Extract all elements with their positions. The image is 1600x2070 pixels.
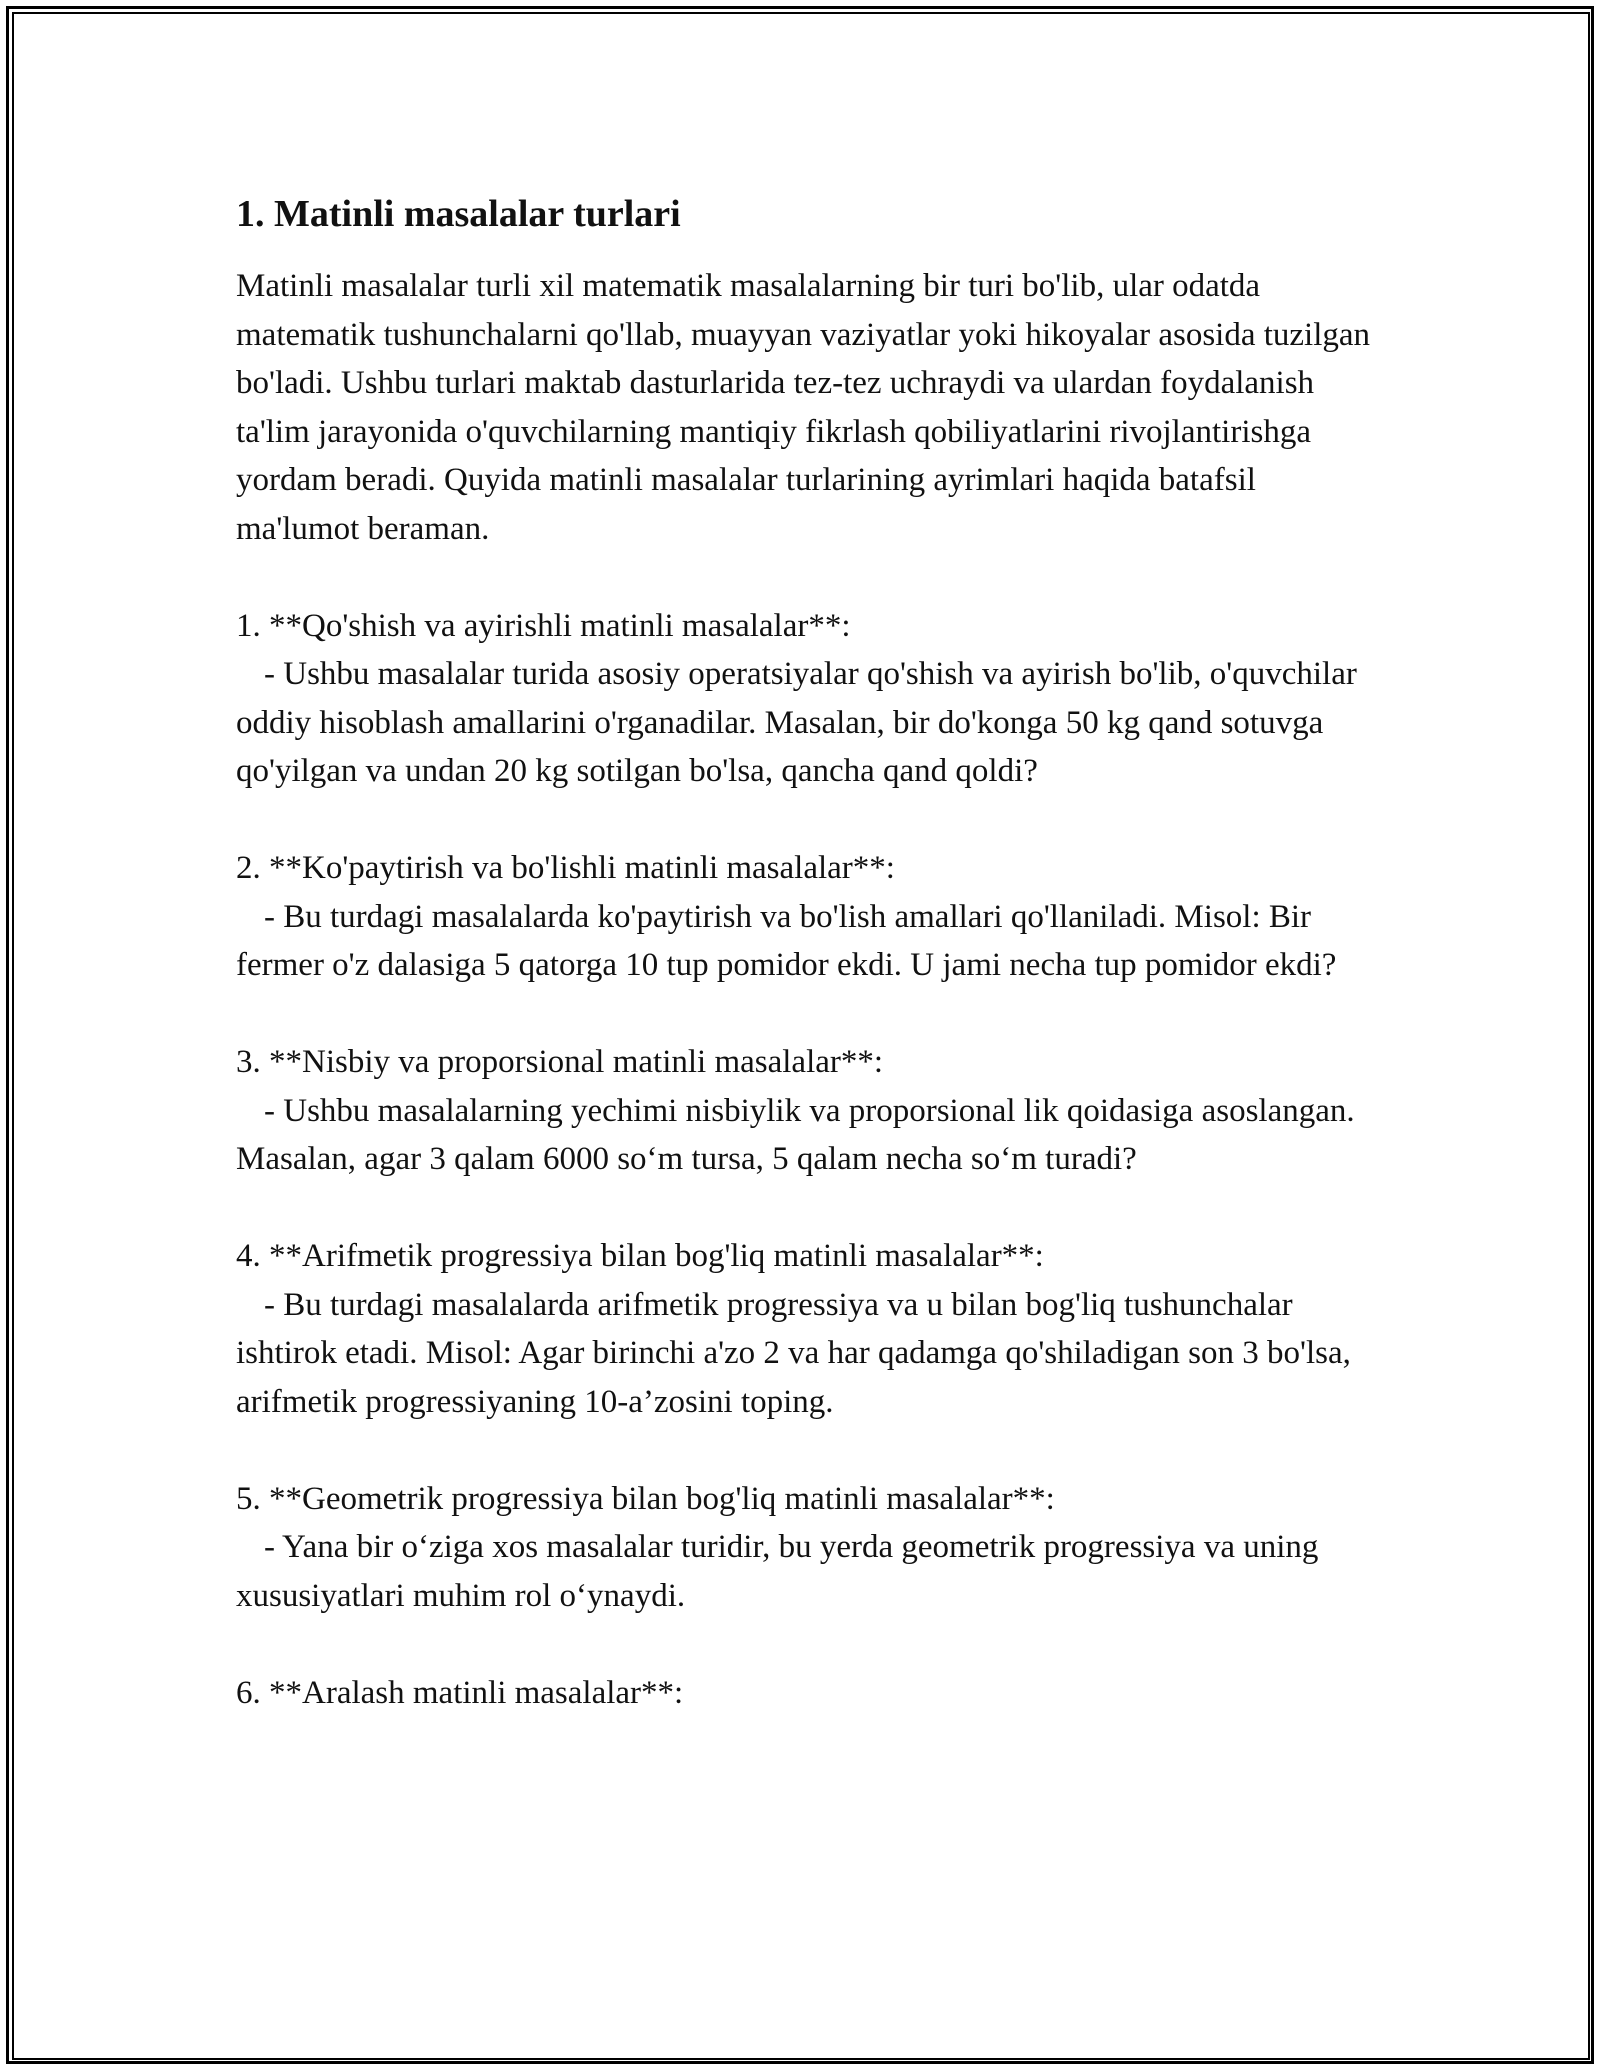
list-item-heading: 3. **Nisbiy va proporsional matinli masalalar**: — [236, 1044, 884, 1080]
intro-paragraph: Matinli masalalar turli xil matematik masalalarning bir turi bo'lib, ular odatda matematik tushunchalarni qo'llab, muayyan vaziyatlar yoki hikoyalar asosida tuzilgan bo'ladi. Ushbu turlari maktab dasturlarida tez-tez uchraydi va ulardan foydalanish ta'lim jarayonida o'quvchilarning mantiqiy fikrlash qobiliyatlarini rivojlantirishga yordam beradi. Quyida matinli masalalar turlarining ayrimlari haqida batafsil ma'lumot beraman. — [236, 268, 1379, 547]
list-item — [236, 1669, 1376, 1718]
list-item-body — [236, 1523, 1376, 1620]
list-item — [236, 1232, 1376, 1426]
list-item-body-text: - Bu turdagi masalalarda arifmetik progressiya va u bilan bog'liq tushunchalar ishtirok etadi. Misol: Agar birinchi a'zo 2 va har qadamga qo'shiladigan son 3 bo'lsa, arifmetik progressiyaning 10-a’zosini toping. — [236, 1286, 1351, 1420]
list-item — [236, 1475, 1376, 1621]
list-item-heading: 1. **Qo'shish va ayirishli matinli masalalar**: — [236, 607, 851, 644]
list-item — [236, 1038, 1376, 1184]
list-item-heading: 6. **Aralash matinli masalalar**: — [236, 1674, 684, 1711]
document-title: 1. Matinli masalalar turlari — [236, 193, 681, 235]
list-item-body-text: - Ushbu masalalarning yechimi nisbiylik va proporsional lik qoidasiga asoslangan. Masalan, agar 3 qalam 6000 so‘m tursa, 5 qalam necha so‘m turadi? — [236, 1092, 1355, 1177]
list-item — [236, 844, 1376, 990]
list-item-body — [236, 893, 1376, 990]
list-item-body — [236, 1281, 1376, 1427]
list-item-heading: 4. **Arifmetik progressiya bilan bog'liq matinli masalalar**: — [236, 1238, 1044, 1274]
list-item-body-text: - Yana bir o‘ziga xos masalalar turidir, bu yerda geometrik progressiya va uning xususiyatlari muhim rol o‘ynaydi. — [236, 1529, 1319, 1614]
list-item-body — [236, 650, 1376, 796]
document-page — [236, 180, 1379, 1717]
list-item-body — [236, 1087, 1376, 1184]
list-item-body-text: - Bu turdagi masalalarda ko'paytirish va bo'lish amallari qo'llaniladi. Misol: Bir fermer o'z dalasiga 5 qatorga 10 tup pomidor ekdi. U jami necha tup pomidor ekdi? — [236, 898, 1337, 983]
list-item — [236, 602, 1376, 796]
list-item-heading: 5. **Geometrik progressiya bilan bog'liq matinli masalalar**: — [236, 1480, 1055, 1517]
list-item-body-text: - Ushbu masalalar turida asosiy operatsiyalar qo'shish va ayirish bo'lib, o'quvchilar oddiy hisoblash amallarini o'rganadilar. Masalan, bir do'konga 50 kg qand sotuvga qo'yilgan va undan 20 kg sotilgan bo'lsa, qancha qand qoldi? — [236, 656, 1357, 789]
list-item-heading: 2. **Ko'paytirish va bo'lishli matinli masalalar**: — [236, 850, 895, 886]
